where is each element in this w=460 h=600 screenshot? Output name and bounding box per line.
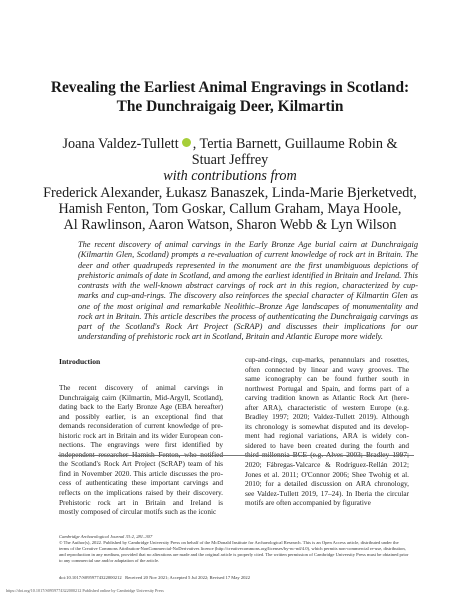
left-column-line: reflects on the implications raised by their discovery. <box>59 488 223 498</box>
abstract: The recent discovery of animal carvings in the Early Bronze Age burial cairn at Dunchraigaig (Kilmartin Glen, Scotland) prompts a re-evaluation of current knowledge of rock art in Britain. The deer and other quadrupeds represented in the monument are the first unambiguous depictions of prehistoric animals of date in Scotland, and among the earliest identified in Britain and Ireland. This contrasts with the well-known abstract carvings of rock art in this region, characterized by cup-marks and cup-and-rings. The discovery also reinforces the special character of Kilmartin Glen as one of the most original and remarkable Neolithic–Bronze Age landscapes of monumentality and rock art in Britain. This article describes the process of authenticating the Dunchraigaig carvings as part of the Scotland's Rock Art Project (ScRAP) and discusses their implications for our understanding of prehistoric rock art in Scotland, Britain and Atlantic Europe more widely. <box>78 240 418 342</box>
right-column-line: motifs are often accompanied by figurative <box>245 498 371 508</box>
author-line-2: Stuart Jeffrey <box>191 152 269 169</box>
right-column-line: often connected by linear and wavy grooves. The <box>245 364 409 374</box>
left-column-line: nections. The engravings were first identified by <box>59 440 223 450</box>
body-column-left <box>59 383 223 517</box>
left-column-line: find in November 2020. This article discusses the pro- <box>59 468 223 478</box>
left-column-line: dating back to the Early Bronze Age (EBA hereafter) <box>59 402 223 412</box>
left-column-line: Dunchraigaig cairn (Kilmartin, Mid-Argyll, Scotland), <box>59 392 223 402</box>
left-column-line: The recent discovery of animal carvings in <box>59 383 223 392</box>
received-dates: Received 20 Nov 2021; Accepted 5 Jul 2022; Revised 17 May 2022 <box>125 575 251 580</box>
right-column-line: 2010; for a detailed discussion on ARA chronology, <box>245 479 409 489</box>
right-column-line: ment had regional variations, ARA is widely con- <box>245 431 409 441</box>
footer-notice <box>59 534 409 564</box>
footer-divider <box>58 455 414 456</box>
left-column-line: historic rock art in Britain and its wider European con- <box>59 430 223 440</box>
right-column-line: after ARA), characteristic of western Europe (e.g. <box>245 402 409 412</box>
journal-citation: Cambridge Archaeological Journal 33:2, 281–307 <box>59 534 153 539</box>
contributions-label: with contributions from <box>163 168 297 185</box>
doi-and-dates <box>59 575 250 580</box>
copyright-notice: © The Author(s), 2022. Published by Cambridge University Press on behalf of the McDonald Institute for Archaeological Research. This is an Open Access article, distributed under the terms of the Creative Commons Attribution-NonCommercial-NoDerivatives licence (http://creativecommons.org/licenses/by-nc-nd/4.0), which permits non-commercial re-use, distribution, and reproduction in any medium, provided that no alterations are made and the original article is properly cited. The written permission of Cambridge University Press must be obtained prior to any commercial use and/or adaptation of the article. <box>59 540 409 563</box>
co-authors: , Tertia Barnett, Guillaume Robin & <box>192 136 398 152</box>
publisher-bar[interactable]: https://doi.org/10.1017/S0959774322000212 Published online by Cambridge University Press <box>6 588 164 593</box>
right-column-line: third millennia BCE (e.g. Alves 2003; Bradley 1997; <box>245 450 409 460</box>
author-list <box>30 136 430 233</box>
right-column-line: Bradley 1997; 2020; Valdez-Tullett 2019). Although <box>245 412 409 422</box>
right-column-line: northwest Portugal and Spain, and forms part of a <box>245 383 409 393</box>
right-column-line: carving tradition known as Atlantic Rock Art (here- <box>245 393 409 403</box>
left-column-line: the Scotland's Rock Art Project (ScRAP) team of his <box>59 459 223 469</box>
right-column-line: sidered to have been created during the fourth and <box>245 440 409 450</box>
left-column-line: cess of authenticating these important carvings and <box>59 478 223 488</box>
section-heading-introduction: Introduction <box>59 357 101 366</box>
right-column-line: 2020; Fábregas-Valcarce & Rodríguez-Rellán 2012; <box>245 460 409 470</box>
right-column-line: same iconography can be found further south in <box>245 374 409 384</box>
contributor-line-1: Frederick Alexander, Łukasz Banaszek, Linda-Marie Bjerketvedt, <box>43 184 417 201</box>
left-column-line: and possibly earlier, is an exceptional find that <box>59 411 223 421</box>
left-column-line: mostly composed of circular motifs such as the iconic <box>59 507 217 517</box>
article-title-line-1: Revealing the Earliest Animal Engravings in Scotland: <box>50 79 410 96</box>
right-column-line: Jones et al. 2011; O'Connor 2006; Shee Twohig et al. <box>245 469 409 479</box>
doi-link[interactable]: doi:10.1017/S0959774322000212 <box>59 575 122 580</box>
left-column-line: independent researcher Hamish Fenton, who notified <box>59 449 223 459</box>
orcid-icon[interactable] <box>182 138 191 147</box>
author-line-1 <box>30 136 430 152</box>
article-title-line-2: The Dunchraigaig Deer, Kilmartin <box>116 98 344 115</box>
contributor-line-3: Al Rawlinson, Aaron Watson, Sharon Webb & Lyn Wilson <box>63 217 397 234</box>
lead-author: Joana Valdez-Tullett <box>62 136 179 152</box>
left-column-line: Prehistoric rock art in Britain and Ireland is <box>59 497 223 507</box>
left-column-line: demands reconsideration of current knowledge of pre- <box>59 421 223 431</box>
right-column-line: cup-and-rings, cup-marks, penannulars and rosettes, <box>245 355 409 364</box>
right-column-line: its chronology is somewhat disputed and its develop- <box>245 421 409 431</box>
right-column-line: see Valdez-Tullett 2019, 17–24). In Iberia the circular <box>245 488 409 498</box>
body-column-right <box>245 355 409 508</box>
article-title <box>40 78 420 116</box>
contributor-line-2: Hamish Fenton, Tom Goskar, Callum Graham, Maya Hoole, <box>58 200 402 217</box>
